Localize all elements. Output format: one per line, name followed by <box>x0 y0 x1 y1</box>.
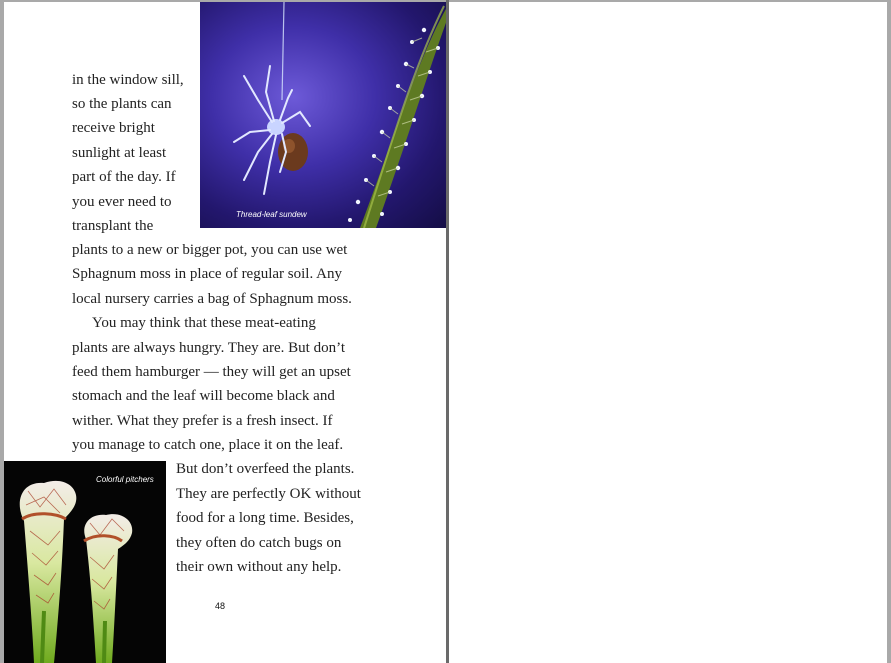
text-line: food for a long time. Besides, <box>176 510 354 526</box>
spider-and-sundew-illustration <box>200 2 446 228</box>
sundew-caption: Thread-leaf sundew <box>236 210 307 219</box>
text-line: they often do catch bugs on <box>176 535 342 551</box>
left-page <box>4 2 446 663</box>
text-line: stomach and the leaf will become black and <box>72 388 335 404</box>
text-line-indented: You may think that these meat-eating <box>92 315 316 331</box>
pitchers-caption: Colorful pitchers <box>96 475 154 484</box>
pitcher-plants-illustration <box>4 461 166 663</box>
text-line: in the window sill, <box>72 72 184 88</box>
text-line: transplant the <box>72 218 154 234</box>
text-line: Sphagnum moss in place of regular soil. Any <box>72 266 342 282</box>
text-line: plants are always hungry. They are. But don’t <box>72 340 345 356</box>
page-number: 48 <box>215 601 226 611</box>
text-line: wither. What they prefer is a fresh insect. If <box>72 413 333 429</box>
text-line: local nursery carries a bag of Sphagnum moss. <box>72 291 352 307</box>
text-line: But don’t overfeed the plants. <box>176 461 355 477</box>
text-line: part of the day. If <box>72 169 176 185</box>
text-line: feed them hamburger — they will get an upset <box>72 364 351 380</box>
text-line: so the plants can <box>72 96 172 112</box>
pitchers-photo <box>4 461 166 663</box>
text-line: They are perfectly OK without <box>176 486 361 502</box>
text-line: plants to a new or bigger pot, you can use wet <box>72 242 348 258</box>
text-line: you manage to catch one, place it on the leaf. <box>72 437 344 453</box>
text-line: you ever need to <box>72 194 172 210</box>
text-line: sunlight at least <box>72 145 167 161</box>
right-page-blank <box>449 2 887 663</box>
text-line: their own without any help. <box>176 559 342 575</box>
text-line: receive bright <box>72 120 155 136</box>
sundew-photo <box>200 2 446 228</box>
